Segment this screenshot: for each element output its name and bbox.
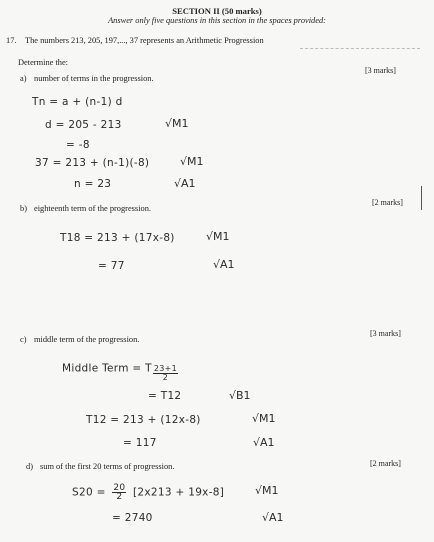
- tick-a1-icon: √A1: [262, 511, 284, 524]
- part-c-substitution: T12 = 213 + (12x-8): [86, 414, 201, 426]
- part-c-middle-term-text: Middle Term = T: [62, 362, 152, 375]
- part-d-bracket: [2x213 + 19x-8]: [133, 486, 225, 499]
- part-d-marks: [2 marks]: [370, 459, 401, 468]
- tick-m1-icon: √M1: [255, 484, 279, 497]
- part-b-substitution: T18 = 213 + (17x-8): [60, 232, 175, 244]
- part-a-d-value: = -8: [66, 139, 90, 151]
- part-d-question: sum of the first 20 terms of progression.: [40, 462, 175, 471]
- part-c-answer: = 117: [123, 437, 157, 449]
- part-a-question: number of terms in the progression.: [34, 74, 154, 83]
- part-d-answer: = 2740: [112, 512, 153, 524]
- part-c-subscript-fraction: [153, 365, 178, 382]
- part-a-answer: n = 23: [74, 178, 112, 190]
- tick-m1-icon: √M1: [180, 155, 204, 168]
- part-b-question: eighteenth term of the progression.: [34, 204, 151, 213]
- part-c-marks: [3 marks]: [370, 329, 401, 338]
- question-text: The numbers 213, 205, 197,..., 37 represents an Arithmetic Progression: [25, 36, 264, 45]
- tick-a1-icon: √A1: [213, 258, 235, 271]
- part-c-question: middle term of the progression.: [34, 335, 140, 344]
- part-c-label: c): [20, 335, 27, 344]
- question-number: 17.: [6, 36, 17, 45]
- tick-a1-icon: √A1: [174, 177, 196, 190]
- tick-m1-icon: √M1: [206, 230, 230, 243]
- part-a-marks: [3 marks]: [365, 66, 396, 75]
- determine-text: Determine the:: [18, 58, 68, 67]
- fraction-denominator: 2: [162, 373, 169, 382]
- part-b-marks: [2 marks]: [372, 198, 403, 207]
- tick-a1-icon: √A1: [253, 436, 275, 449]
- tick-m1-icon: √M1: [165, 117, 189, 130]
- part-d-label: d): [26, 462, 33, 471]
- margin-mark: [421, 186, 422, 210]
- part-a-substitution: 37 = 213 + (n-1)(-8): [35, 157, 150, 169]
- fraction-numerator: 23+1: [153, 364, 178, 373]
- tick-b1-icon: √B1: [229, 389, 251, 402]
- part-a-label: a): [20, 74, 27, 83]
- tick-m1-icon: √M1: [252, 412, 276, 425]
- part-d-lhs: S20 =: [72, 486, 106, 499]
- part-a-formula: Tn = a + (n-1) d: [32, 96, 123, 108]
- part-d-sum: [72, 484, 224, 501]
- fraction-denominator: 2: [116, 492, 123, 502]
- faint-rule: [300, 48, 420, 49]
- instructions: Answer only five questions in this section in the spaces provided:: [108, 16, 326, 25]
- part-b-answer: = 77: [98, 260, 125, 272]
- fraction-numerator: 20: [113, 483, 126, 493]
- part-d-fraction: [112, 484, 126, 501]
- section-title: SECTION II (50 marks): [172, 6, 262, 16]
- part-c-middle-term: [62, 355, 178, 382]
- part-a-difference: d = 205 - 213: [45, 119, 122, 131]
- part-b-label: b): [20, 204, 27, 213]
- part-c-t12: = T12: [148, 390, 182, 402]
